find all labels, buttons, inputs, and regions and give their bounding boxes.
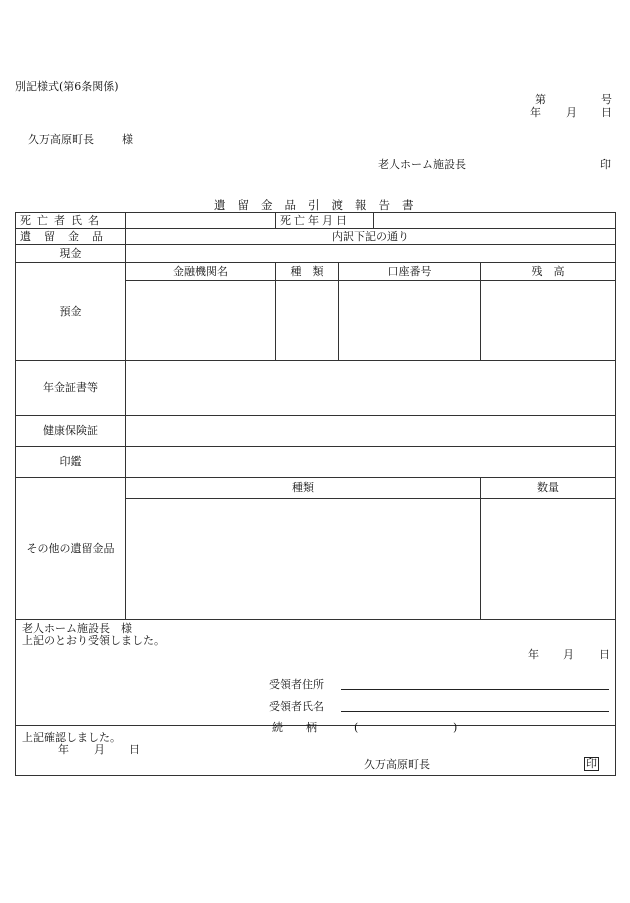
deposit-bank-field[interactable] <box>126 281 276 361</box>
confirm-day: 日 <box>129 743 140 756</box>
header-month: 月 <box>566 106 577 119</box>
receipt-month: 月 <box>563 648 574 661</box>
confirm-year: 年 <box>58 743 69 756</box>
items-label: 遺留金品 <box>16 229 126 245</box>
cash-label: 現金 <box>16 245 126 263</box>
confirm-signer: 久万高原町長 <box>364 758 430 771</box>
form-reference: 別記様式(第6条関係) <box>15 80 119 93</box>
number-go: 号 <box>601 93 612 106</box>
receipt-to: 老人ホーム施設長 様 <box>22 622 132 635</box>
deposit-account-field[interactable] <box>339 281 481 361</box>
other-col-type: 種類 <box>126 478 481 499</box>
receipt-day: 日 <box>599 648 610 661</box>
other-type-field[interactable] <box>126 499 481 620</box>
receipt-statement: 上記のとおり受領しました。 <box>22 634 165 647</box>
death-date-field[interactable] <box>374 213 616 229</box>
header-year: 年 <box>530 106 541 119</box>
seal-field[interactable] <box>126 447 616 478</box>
sender-title: 老人ホーム施設長 <box>378 158 466 171</box>
deposit-col-balance: 残 高 <box>481 263 616 281</box>
receipt-year: 年 <box>528 648 539 661</box>
receiver-address-label: 受領者住所 <box>269 678 324 691</box>
deposit-balance-field[interactable] <box>481 281 616 361</box>
deceased-name-field[interactable] <box>126 213 276 229</box>
confirm-statement: 上記確認しました。 <box>22 731 121 744</box>
relation-label: 続 柄 <box>272 721 323 734</box>
pension-label: 年金証書等 <box>16 361 126 416</box>
report-form-table <box>15 212 616 776</box>
deposit-type-field[interactable] <box>276 281 339 361</box>
relation-close: ) <box>453 721 458 734</box>
relation-open: ( <box>354 721 359 734</box>
addressee-honorific: 様 <box>122 133 133 146</box>
header-day: 日 <box>601 106 612 119</box>
cash-field[interactable] <box>126 245 616 263</box>
insurance-label: 健康保険証 <box>16 416 126 447</box>
deposit-col-bank: 金融機関名 <box>126 263 276 281</box>
other-items-label: その他の遺留金品 <box>16 478 126 620</box>
deposit-label: 預金 <box>16 263 126 361</box>
deceased-name-label: 死亡者氏名 <box>16 213 126 229</box>
confirm-seal: 印 <box>586 757 597 770</box>
receiver-name-label: 受領者氏名 <box>269 700 324 713</box>
sender-seal: 印 <box>600 158 611 171</box>
number-dai: 第 <box>535 93 546 106</box>
receiver-address-field[interactable] <box>341 689 609 690</box>
receiver-name-field[interactable] <box>341 711 609 712</box>
seal-label: 印鑑 <box>16 447 126 478</box>
other-quantity-field[interactable] <box>481 499 616 620</box>
document-title: 遺留金品引渡報告書 <box>214 198 426 212</box>
pension-field[interactable] <box>126 361 616 416</box>
receipt-section <box>16 620 616 734</box>
confirm-month: 月 <box>94 743 105 756</box>
confirm-section <box>16 726 616 776</box>
items-value: 内訳下記の通り <box>126 229 616 245</box>
other-col-quantity: 数量 <box>481 478 616 499</box>
death-date-label: 死亡年月日 <box>276 213 374 229</box>
addressee: 久万高原町長 <box>28 133 94 146</box>
deposit-col-type: 種 類 <box>276 263 339 281</box>
insurance-field[interactable] <box>126 416 616 447</box>
deposit-col-account: 口座番号 <box>339 263 481 281</box>
